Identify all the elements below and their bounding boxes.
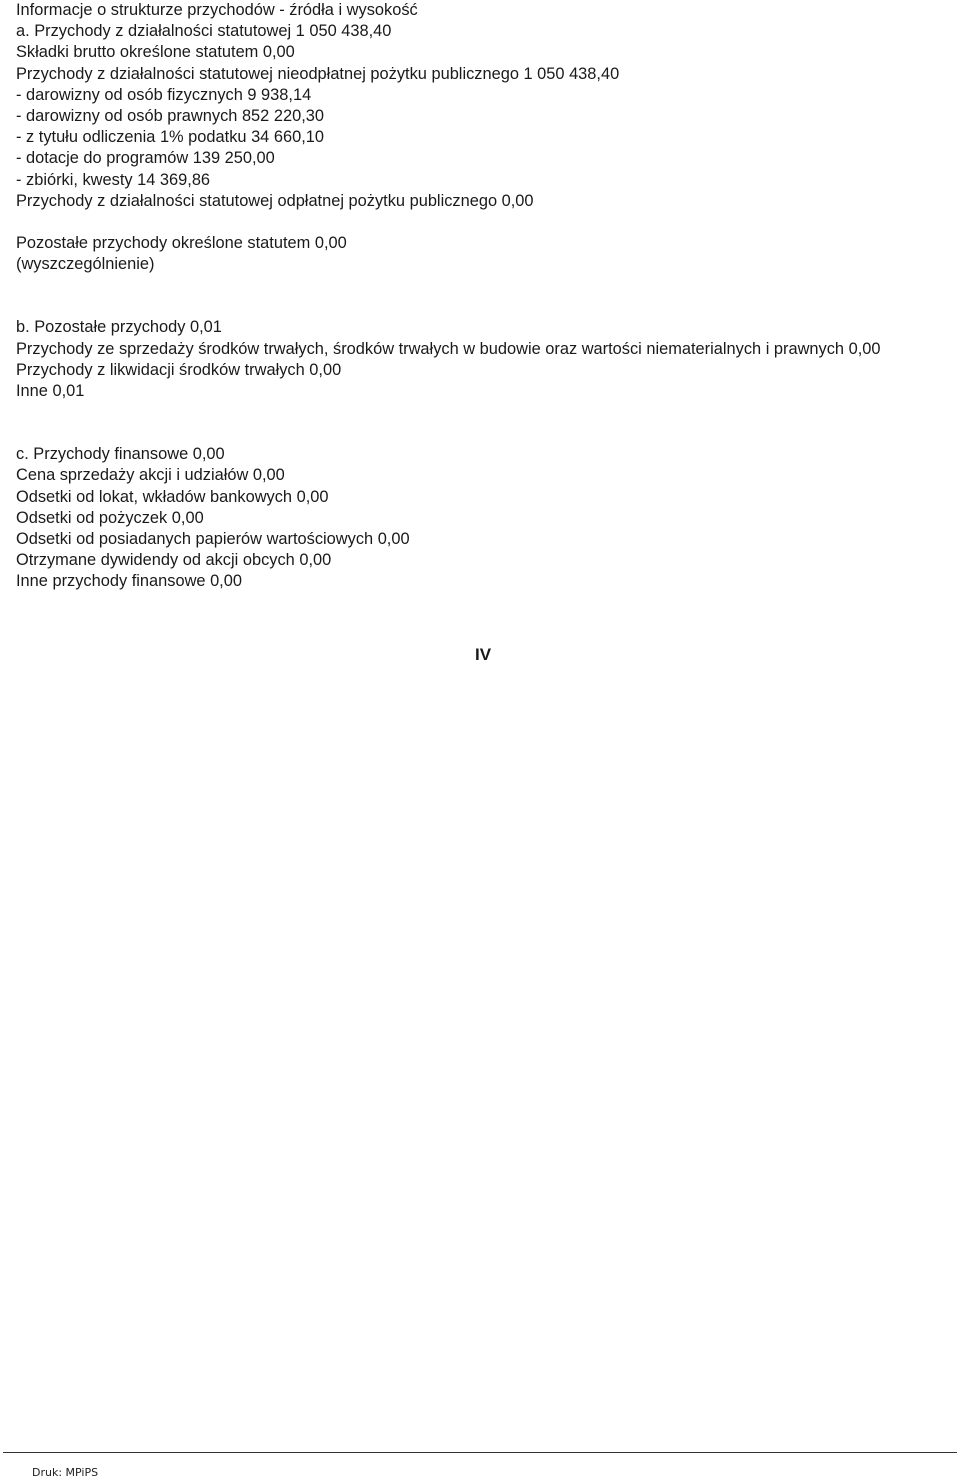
section-a-line: - zbiórki, kwesty 14 369,86: [16, 170, 211, 189]
section-c-line: Otrzymane dywidendy od akcji obcych 0,00: [16, 551, 332, 570]
section-a-line: Przychody z działalności statutowej odpłatnej pożytku publicznego 0,00: [16, 191, 534, 210]
section-a-line: Przychody z działalności statutowej nieodpłatnej pożytku publicznego 1 050 438,40: [16, 64, 620, 83]
footer-print-label: Druk: MPiPS: [32, 1466, 99, 1479]
section-a-line: Składki brutto określone statutem 0,00: [16, 43, 295, 62]
section-c-heading: c. Przychody finansowe 0,00: [16, 445, 225, 464]
section-c: [16, 444, 946, 592]
other-statute-detail: (wyszczególnienie): [16, 255, 155, 274]
section-a-line: - darowizny od osób fizycznych 9 938,14: [16, 85, 312, 104]
section-c-line: Inne przychody finansowe 0,00: [16, 572, 242, 591]
section-a-line: - dotacje do programów 139 250,00: [16, 149, 275, 168]
section-b-line: Inne 0,01: [16, 382, 85, 401]
section-b-heading: b. Pozostałe przychody 0,01: [16, 318, 222, 337]
section-c-line: Odsetki od pożyczek 0,00: [16, 508, 204, 527]
section-c-line: Odsetki od lokat, wkładów bankowych 0,00: [16, 487, 329, 506]
section-a-line: - darowizny od osób prawnych 852 220,30: [16, 107, 324, 126]
section-b-line: Przychody z likwidacji środków trwałych 0,00: [16, 360, 342, 379]
section-b: [16, 317, 946, 402]
footer-divider: [3, 1452, 957, 1453]
document-body: [16, 0, 946, 593]
page-marker: IV: [475, 645, 492, 664]
section-c-line: Odsetki od posiadanych papierów wartościowych 0,00: [16, 530, 410, 549]
section-a-line: - z tytułu odliczenia 1% podatku 34 660,10: [16, 128, 324, 147]
section-a-heading: a. Przychody z działalności statutowej 1 050 438,40: [16, 22, 392, 41]
section-b-line: Przychody ze sprzedaży środków trwałych, środków trwałych w budowie oraz wartości niematerialnych i prawnych 0,00: [16, 339, 881, 358]
section-a: [16, 21, 946, 275]
document-title: Informacje o strukturze przychodów - źródła i wysokość: [16, 1, 418, 19]
other-statute-revenue: Pozostałe przychody określone statutem 0,00: [16, 234, 347, 253]
section-c-line: Cena sprzedaży akcji i udziałów 0,00: [16, 466, 285, 485]
